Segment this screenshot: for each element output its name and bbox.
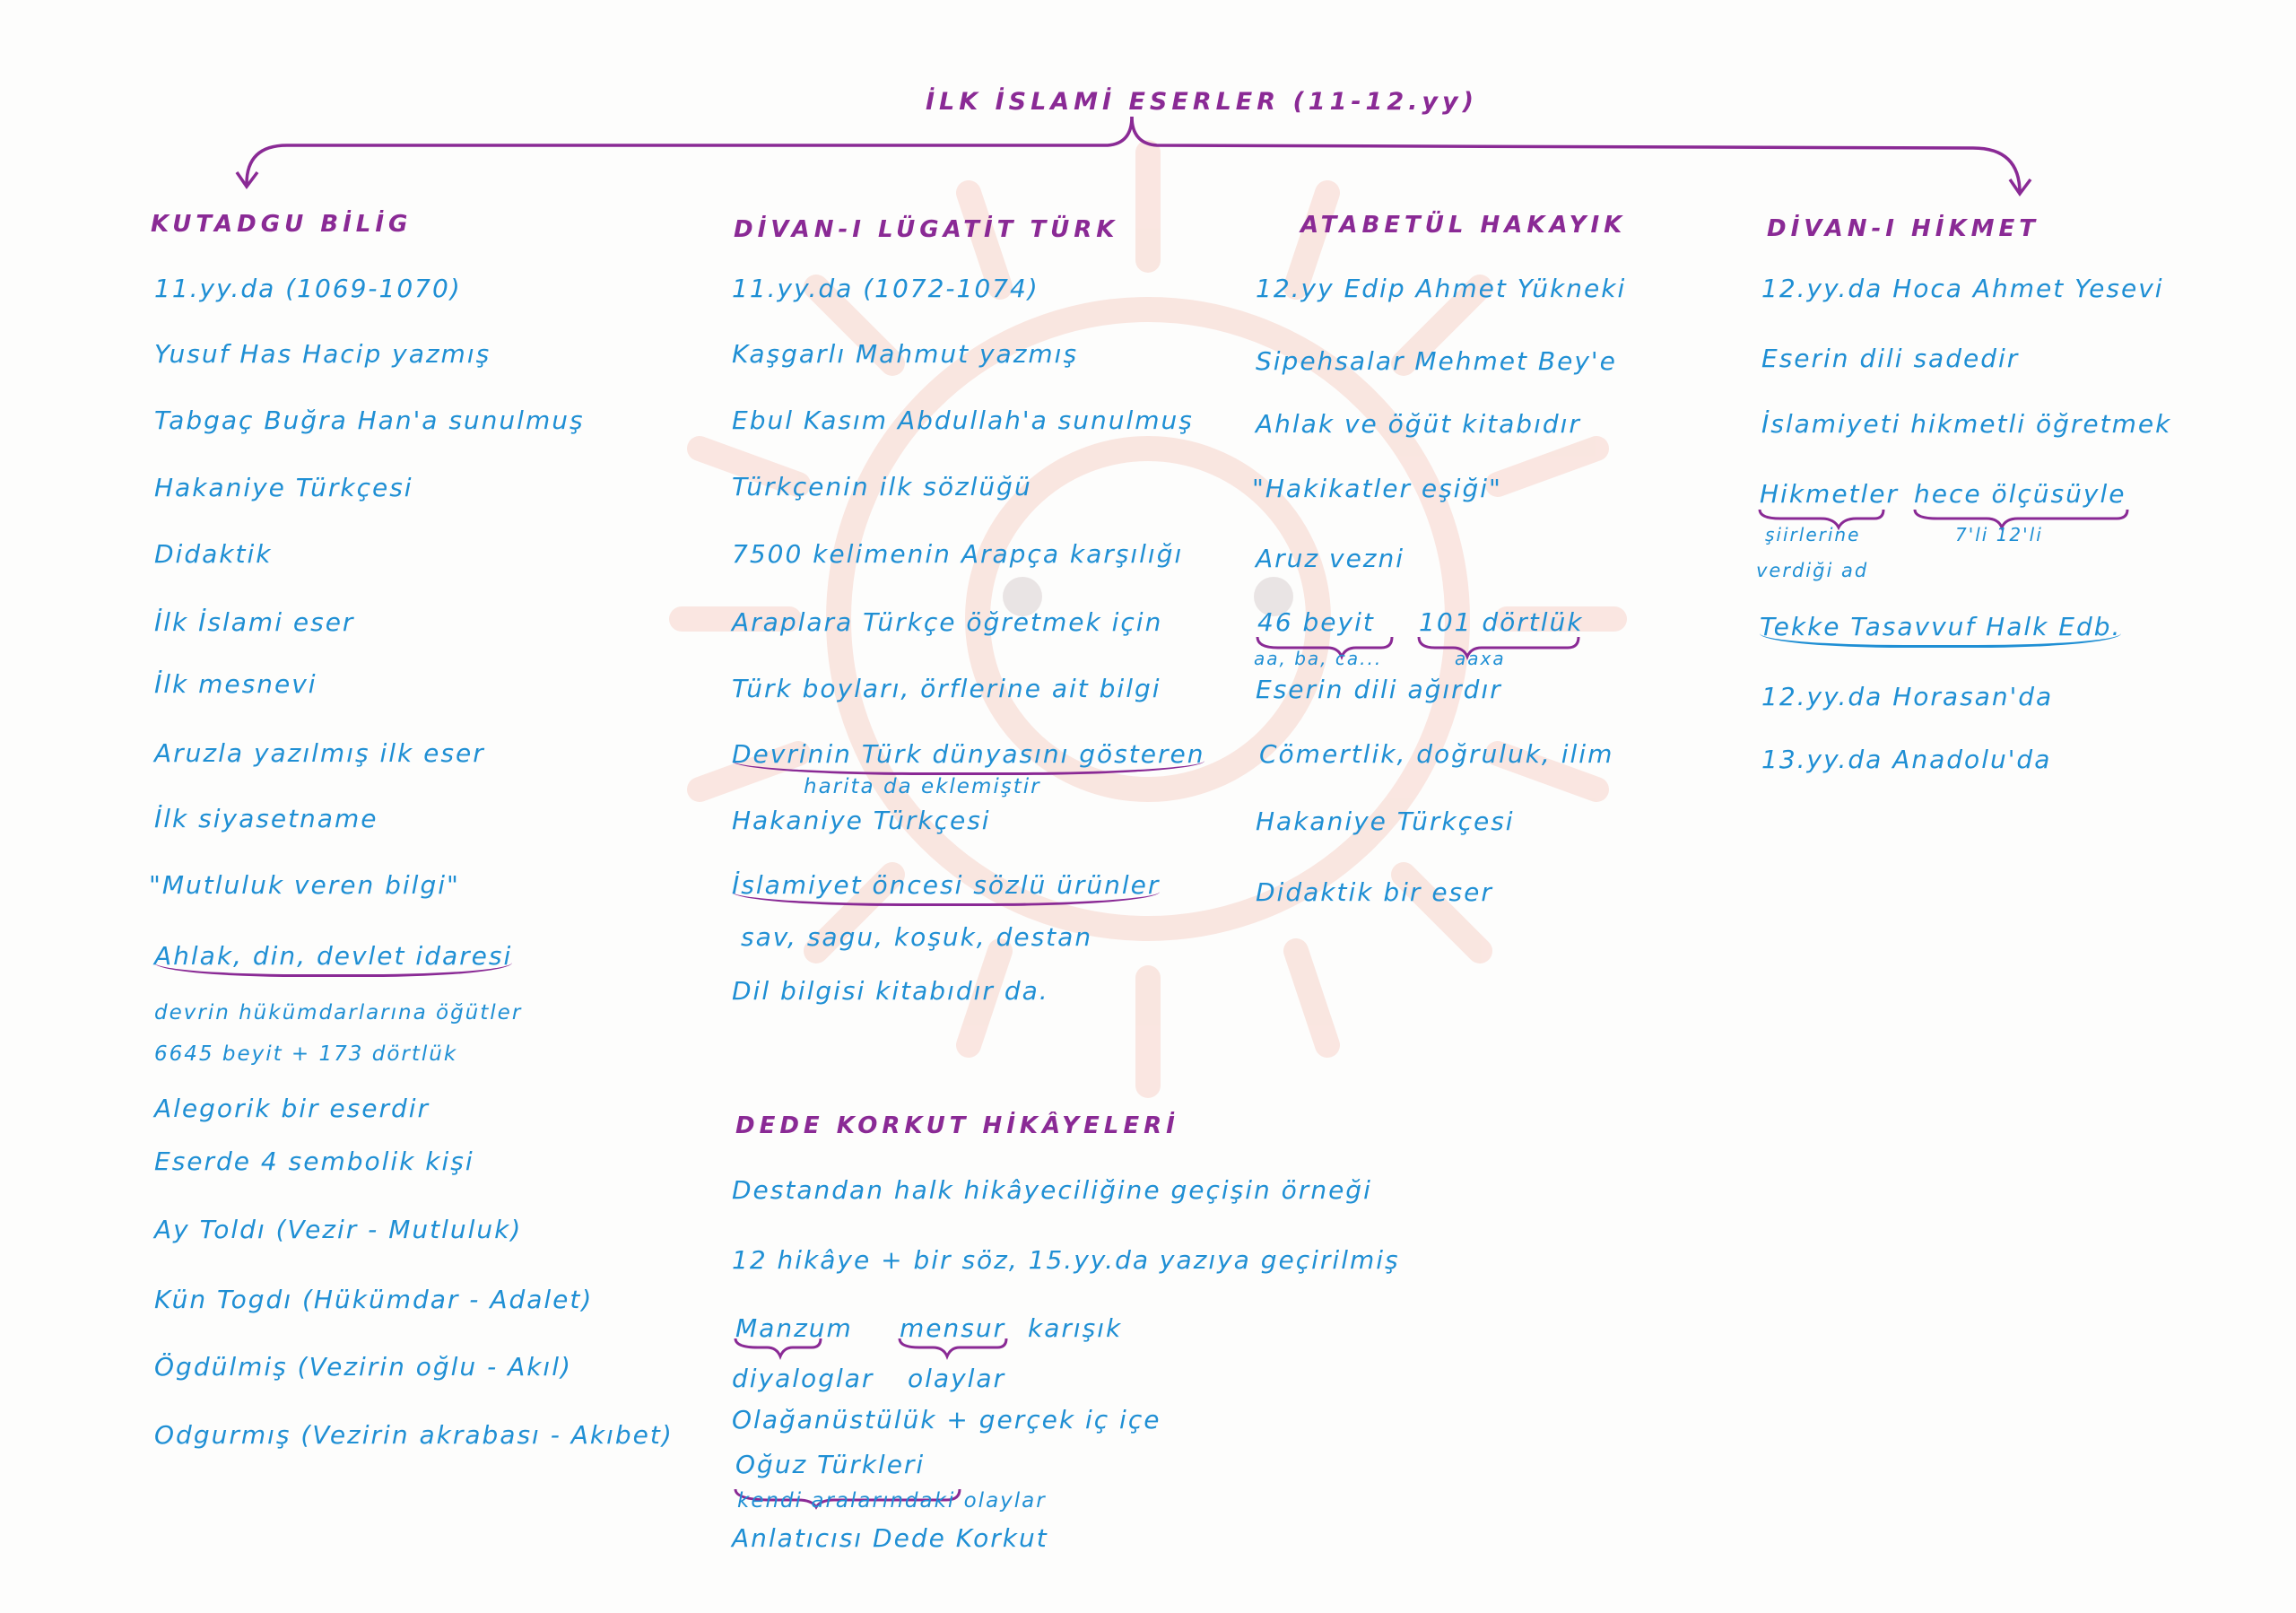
kutadgu-line-15: Eserde 4 sembolik kişi [154,1147,474,1176]
atabet-line-9: Hakaniye Türkçesi [1256,806,1515,836]
kutadgu-line-13: 6645 beyit + 173 dörtlük [154,1042,458,1066]
kutadgu-line-12: devrin hükümdarlarına öğütler [154,1001,523,1024]
kutadgu-line-2: Yusuf Has Hacip yazmış [154,339,491,369]
divanu-line-13: Dil bilgisi kitabıdır da. [732,976,1049,1006]
dede-line-8: Anlatıcısı Dede Korkut [732,1523,1048,1553]
kutadgu-line-16: Ay Toldı (Vezir - Mutluluk) [154,1215,523,1244]
kutadgu-line-3: Tabgaç Buğra Han'a sunulmuş [154,405,585,435]
kutadgu-line-5: Didaktik [154,539,273,569]
kutadgu-line-19: Odgurmış (Vezirin akrabası - Akıbet) [154,1420,674,1450]
divanu-line-11: İslamiyet öncesi sözlü ürünler [732,870,1160,906]
kutadgu-line-1: 11.yy.da (1069-1070) [154,274,462,303]
atabet-line-1: 12.yy Edip Ahmet Yükneki [1256,274,1627,303]
kutadgu-line-14: Alegorik bir eserdir [154,1094,430,1123]
dede-line-5: Olağanüstülük + gerçek iç içe [732,1405,1161,1434]
kutadgu-line-7: İlk mesnevi [154,669,317,699]
atabet-line-5: Aruz vezni [1256,544,1405,573]
divanu-line-12: sav, sagu, koşuk, destan [741,922,1093,952]
dede-line-3c: karışık [1028,1313,1123,1343]
heading-divanu-lugatit-turk: DİVAN-I LÜGATİT TÜRK [734,216,1119,243]
hikmet-note-2: 7'li 12'li [1955,524,2043,545]
dede-line-2: 12 hikâye + bir söz, 15.yy.da yazıya geçirilmiş [732,1245,1400,1275]
page-title: İLK İSLAMİ ESERLER (11-12.yy) [926,88,1478,116]
hikmet-line-1: 12.yy.da Hoca Ahmet Yesevi [1761,274,2164,303]
kutadgu-line-10: "Mutluluk veren bilgi" [149,870,460,900]
hikmet-line-4a: Hikmetler [1760,479,1900,509]
divanu-line-1: 11.yy.da (1072-1074) [732,274,1039,303]
atabet-line-4: "Hakikatler eşiği" [1252,474,1502,503]
atabet-rhyme-1: aa, ba, ca... [1254,648,1383,669]
divanu-line-6: Araplara Türkçe öğretmek için [732,607,1163,637]
kutadgu-line-17: Kün Togdı (Hükümdar - Adalet) [154,1285,594,1314]
hikmet-line-7: 13.yy.da Anadolu'da [1761,745,2052,774]
divanu-line-9: harita da eklemiştir [804,775,1041,798]
kutadgu-line-4: Hakaniye Türkçesi [154,473,413,502]
kutadgu-line-18: Ögdülmiş (Vezirin oğlu - Akıl) [154,1352,572,1382]
kutadgu-line-6: İlk İslami eser [154,607,355,637]
kutadgu-line-8: Aruzla yazılmış ilk eser [154,738,485,768]
divanu-line-10: Hakaniye Türkçesi [732,806,991,835]
atabet-line-10: Didaktik bir eser [1256,877,1493,907]
hikmet-line-4b: hece ölçüsüyle [1914,479,2126,509]
atabet-line-2: Sipehsalar Mehmet Bey'e [1256,346,1617,376]
hikmet-note-1: şiirlerine [1765,524,1861,545]
kutadgu-line-11: Ahlak, din, devlet idaresi [154,941,512,977]
dede-line-3a: Manzum [735,1313,853,1343]
dede-line-3b: mensur [900,1313,1006,1343]
divanu-line-3: Ebul Kasım Abdullah'a sunulmuş [732,405,1194,435]
dede-line-1: Destandan halk hikâyeciliğine geçişin örneği [732,1175,1372,1205]
divanu-line-5: 7500 kelimenin Arapça karşılığı [732,539,1184,569]
atabet-line-6a: 46 beyit [1257,607,1375,637]
hikmet-line-6: 12.yy.da Horasan'da [1761,682,2054,711]
dede-line-4b: olaylar [908,1364,1006,1393]
hikmet-note-3: verdiği ad [1756,560,1869,581]
dede-line-7: kendi aralarındaki olaylar [737,1489,1047,1513]
divanu-line-4: Türkçenin ilk sözlüğü [732,472,1032,501]
hikmet-line-3: İslamiyeti hikmetli öğretmek [1761,409,2172,439]
heading-divan-i-hikmet: DİVAN-I HİKMET [1767,215,2039,242]
heading-dede-korkut: DEDE KORKUT HİKÂYELERİ [735,1112,1179,1139]
divanu-line-2: Kaşgarlı Mahmut yazmış [732,339,1079,369]
divanu-line-7: Türk boyları, örflerine ait bilgi [732,674,1161,703]
divanu-line-8: Devrinin Türk dünyasını gösteren [732,739,1205,775]
dede-line-6: Oğuz Türkleri [735,1450,926,1479]
atabet-line-3: Ahlak ve öğüt kitabıdır [1256,409,1581,439]
heading-kutadgu-bilig: KUTADGU BİLİG [151,211,413,238]
kutadgu-line-9: İlk siyasetname [154,804,378,833]
atabet-line-8: Cömertlik, doğruluk, ilim [1259,739,1614,769]
hikmet-line-2: Eserin dili sadedir [1761,344,2020,373]
atabet-rhyme-2: aaxa [1455,648,1506,669]
atabet-line-6b: 101 dörtlük [1419,607,1584,637]
heading-atabetul-hakayik: ATABETÜL HAKAYIK [1300,212,1627,239]
atabet-line-7: Eserin dili ağırdır [1256,675,1502,704]
hikmet-line-5: Tekke Tasavvuf Halk Edb. [1760,612,2121,648]
dede-line-4a: diyaloglar [732,1364,874,1393]
